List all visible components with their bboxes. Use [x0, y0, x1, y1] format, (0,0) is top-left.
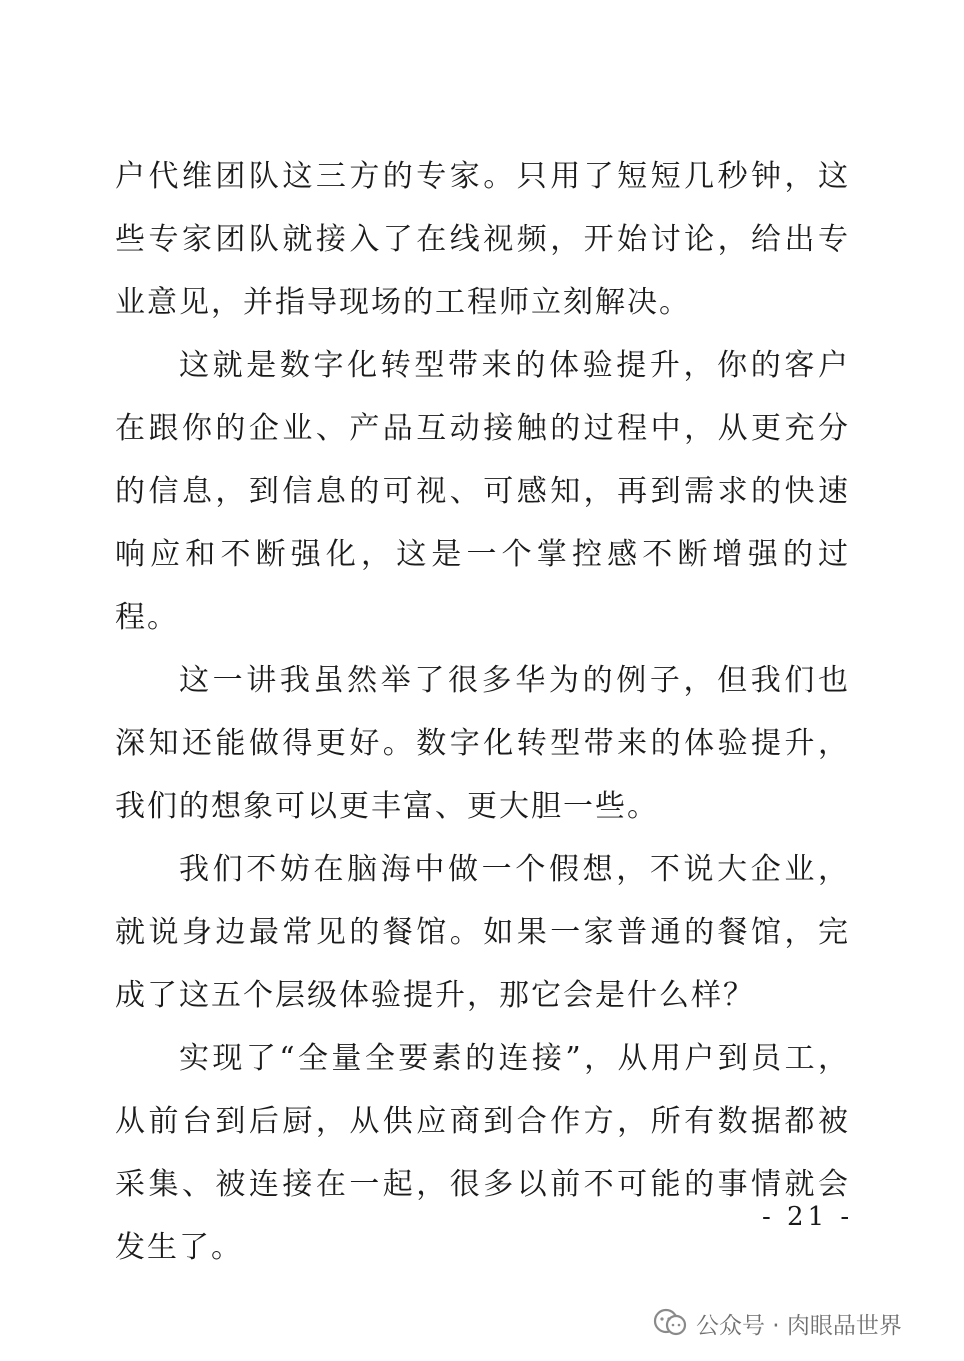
paragraph-1: 户代维团队这三方的专家。只用了短短几秒钟，这些专家团队就接入了在线视频，开始讨论，给出专业意见，并指导现场的工程师立刻解决。 [115, 159, 850, 320]
body-text [115, 145, 850, 1279]
paragraph-4: 我们不妨在脑海中做一个假想，不说大企业，就说身边最常见的餐馆。如果一家普通的餐馆，完成了这五个层级体验提升，那它会是什么样？ [115, 852, 850, 1013]
paragraph-3: 这一讲我虽然举了很多华为的例子，但我们也深知还能做得更好。数字化转型带来的体验提升，我们的想象可以更丰富、更大胆一些。 [115, 663, 850, 824]
wechat-official-account-icon [652, 1308, 688, 1338]
watermark-text: 公众号 · 肉眼品世界 [696, 1312, 902, 1339]
paragraph-5: 实现了“全量全要素的连接”，从用户到员工，从前台到后厨，从供应商到合作方，所有数据都被采集、被连接在一起，很多以前不可能的事情就会发生了。 [115, 1041, 850, 1265]
page-number: - 21 - [762, 1202, 854, 1232]
paragraph-2: 这就是数字化转型带来的体验提升，你的客户在跟你的企业、产品互动接触的过程中，从更充分的信息，到信息的可视、可感知，再到需求的快速响应和不断强化，这是一个掌控感不断增强的过程。 [115, 348, 850, 635]
watermark [652, 1304, 902, 1342]
